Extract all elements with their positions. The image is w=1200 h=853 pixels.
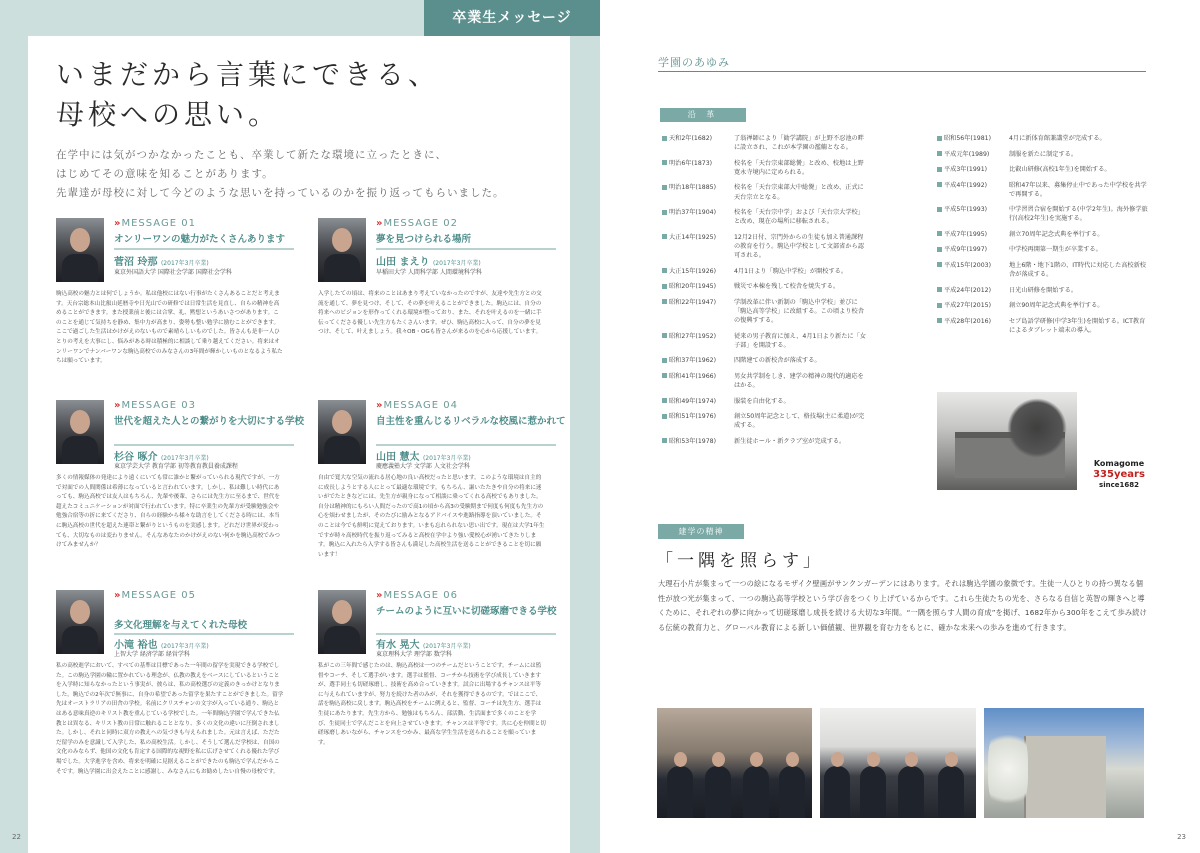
history-event: 服装を自由化する。 [734, 397, 790, 405]
history-year: 大正15年(1926) [662, 267, 716, 276]
history-row [662, 397, 924, 406]
history-year: 平成9年(1997) [937, 245, 987, 254]
komagome-since: since1682 [1099, 481, 1139, 489]
students-figures [657, 758, 812, 818]
graduate-name: 菅沼 玲那 (2017年3月卒業) [114, 257, 209, 268]
history-row [662, 233, 924, 261]
graduate-school: 慶應義塾大学 文学部 人文社会学科 [376, 463, 470, 470]
message-title: 世代を超えた人との繋がりを大切にする学校 [114, 416, 305, 427]
history-year: 昭和22年(1947) [662, 298, 716, 307]
intro-line: 先輩達が母校に対して今どのような思いを持っているのかを振り返ってもらいました。 [56, 187, 505, 199]
history-event: 校名を「天台宗中学」および「天台宗大学校」と改め、現在の場所に移転される。 [734, 209, 864, 226]
graduate-photo [56, 400, 104, 464]
student-figure [898, 766, 924, 818]
chevron-right-icon: » [376, 218, 384, 229]
history-event: 校名を「天台宗東部大中総黌」と改め、正式に天台宗立となる。 [734, 184, 864, 201]
history-year: 明治18年(1885) [662, 183, 716, 192]
history-list-left [662, 134, 924, 452]
message-label: »MESSAGE 06 [376, 590, 458, 601]
history-tag: 沿 革 [660, 108, 746, 122]
history-row [937, 230, 1157, 239]
title-rule [114, 248, 294, 250]
history-year: 昭和51年(1976) [662, 412, 716, 421]
history-event: 男女共学制をしき、建学の精神の現代的適応をはかる。 [734, 372, 864, 390]
graduate-school: 東京学芸大学 教育学部 初等教育教員養成課程 [114, 463, 238, 470]
graduate-photo [56, 218, 104, 282]
page-number: 22 [12, 833, 21, 841]
headline-line-2: 母校への思い。 [56, 98, 281, 131]
spirit-tag: 建学の精神 [658, 524, 744, 539]
message-body: 多くの情報媒体の発達により遠くにいても常に誰かと繋がっていられる現代ですが、一方で対面での人間関係は希薄になっていると言われています。しかし、私は難しい時代にあっても、駒込高校では友人はもちろん、先輩や後輩、さらには先生方に至るまで、世代を超えたコミュニケーションが対面で行われています。特に卒業生の先輩方が受験勉強会や勉強合宿等の折に来てくださり、自らの経験から様々な助言をしてくださる時には、本当に駒込高校の世代を超えた連帯と繋がりというものを実感します。どれだけ世界が変わっても、大切なものは変わりません。そんなあなたのかけがえのない何かを駒込高校でみつけてみませんか？ [56, 475, 280, 549]
student-figure [705, 766, 731, 818]
header-rule [658, 71, 1146, 72]
graduate-school: 上智大学 経済学部 経営学科 [114, 651, 190, 658]
history-row [937, 317, 1157, 335]
history-row [937, 134, 1157, 143]
history-event: セブ島語学研修(中学3年生)を開始する。ICT教育によるタブレット端末の導入。 [1009, 317, 1146, 334]
history-row [937, 150, 1157, 159]
history-event: 日光山研修を開始する。 [1009, 286, 1078, 294]
history-event: 制服を新たに制定する。 [1009, 150, 1078, 158]
graduate-photo [318, 218, 366, 282]
history-year: 平成3年(1991) [937, 165, 987, 174]
history-event: 地上6階・地下1階の、IT時代に対応した高校新校舎が落成する。 [1009, 261, 1146, 279]
graduate-name: 有水 晃大 (2017年3月卒業) [376, 640, 471, 651]
history-row [937, 205, 1157, 223]
history-year: 平成27年(2015) [937, 301, 991, 310]
history-event: 創立90周年記念式典を挙行する。 [1009, 302, 1104, 310]
message-body: 私の高校進学において、すべての基準は目標であった一年間の留学を実現できる学校でした。この駒込学園の輪に置かれている理念が、仏教の教えをベースにしているということを入学時に知らなかったという事実が、彼らは、私の高校選びの定義のきっかけとなりました。駒込での2年次で無事に、自身の希望であった留学を果たすことができました。留学先はオーストラリアの田舎の学校。名前にクリスチャンの文字が入っている通り、駒込とはある意味真逆のキリスト教を重んじている学校でした。一年間駒込学園で学んできた仏教とは異なる、キリスト教の日常に触れることとなり、多くの文化の違いに圧倒されました。しかし、それと同時に双方の教えへの気づきも与えられました。元は言えば、ただただ留学のみを意識して入学した、私の高校生活。しかし、そうして選んだ学校は、自国の文化のみならず、他国の文化も肯定する国際的な視野を私に広げさせてくれる優れた学び場でした。大学進学を含め、将来を明確に見据えることができたのも駒込で学んだからこそです。駒込学園に出会えたことに感謝し、みなさんにもお勧めしたい自慢の母校です。 [56, 663, 284, 775]
history-row [662, 134, 924, 152]
message-label: »MESSAGE 05 [114, 590, 196, 601]
history-row [662, 372, 924, 390]
history-year: 平成元年(1989) [937, 150, 989, 159]
main-headline [56, 55, 536, 135]
student-figure [743, 766, 769, 818]
history-row [937, 286, 1157, 295]
message-title: 多文化理解を与えてくれた母校 [114, 620, 248, 631]
history-row [662, 298, 924, 326]
chevron-right-icon: » [376, 400, 384, 411]
title-rule [376, 444, 556, 446]
history-year: 平成5年(1993) [937, 205, 987, 214]
message-label: »MESSAGE 02 [376, 218, 458, 229]
message-body: 入学したての頃は、将来のことはあまり考えていなかったのですが、友達や先生方との交流を通して、夢を見つけ、そして、その夢を叶えることができました。駒込には、自分の将来へのビジョンを形作ってくれる環境が整っており、また、それを叶えるのを一緒に手伝ってくださる優しい先生方もたくさんいます。ぜひ、駒込高校に入って、自分の夢を見つけ、そして、叶えましょう。我々OB・OGも皆さんが来るのを心から応援しています。 [318, 291, 542, 336]
intro-line: はじめてその意味を知ることがあります。 [56, 168, 274, 180]
headline-line-1: いまだから言葉にできる、 [56, 58, 441, 91]
graduate-photo [318, 400, 366, 464]
history-row [662, 282, 924, 291]
page-number: 23 [1177, 833, 1186, 841]
history-row [937, 301, 1157, 310]
history-year: 平成4年(1992) [937, 181, 987, 190]
history-year: 明治37年(1904) [662, 208, 716, 217]
students-mosaic-photo [657, 708, 812, 818]
historic-school-photo [937, 392, 1077, 490]
history-year: 昭和20年(1945) [662, 282, 716, 291]
history-event: 中学校再開第一期生が卒業する。 [1009, 246, 1102, 254]
student-figure [779, 766, 805, 818]
section-header: 学園のあゆみ [658, 56, 730, 69]
intro-line: 在学中には気がつかなかったことも、卒業して新たな環境に立ったときに、 [56, 149, 447, 161]
history-event: 戦災で本棟を残して校舎を焼失する。 [734, 283, 840, 291]
history-year: 昭和53年(1978) [662, 437, 716, 446]
message-title: チームのように互いに切磋琢磨できる学校 [376, 606, 557, 617]
title-rule [114, 633, 294, 635]
school-building-photo [984, 708, 1144, 818]
history-event: 四階建ての新校舎が落成する。 [734, 357, 821, 365]
history-row [662, 356, 924, 365]
history-event: 創立50周年記念として、格技場(主に柔道)が完成する。 [734, 413, 865, 430]
message-body: 私がこの三年間で感じたのは、駒込高校は一つのチームだということです。チームには監督やコーチ、そして選手がいます。選手は監督、コーチから技術を学び成長していきますが、選手同士も切磋琢磨し、技術を高め合っていきます。試合に出場するチャンスは平等に与えられていますが、努力を続けた者のみが、それを獲得できるのです。ではここで、話を駒込高校に戻します。駒込高校をチームに例えると、監督、コーチは先生方、選手は生徒にあたります。先生方から、勉強はもちろん、部活動、生活面まで多くのことを学び、生徒同士で学んだことを向上させていきます。チャンスは平等です。共に心を仲間と切磋琢磨しあいながら、チャンスをつかみ、最高な学生生活を送られることを願っています。 [318, 663, 546, 746]
history-year: 平成28年(2016) [937, 317, 991, 326]
graduate-name: 山田 慧太 (2017年3月卒業) [376, 452, 471, 463]
right-page [600, 0, 1200, 853]
history-event: 創立70周年記念式典を挙行する。 [1009, 230, 1104, 238]
graduate-name: 山田 まえり (2017年3月卒業) [376, 257, 481, 268]
history-year: 平成7年(1995) [937, 230, 987, 239]
history-list-right [937, 134, 1157, 341]
history-event: 了翁禅師により「勧学講院」が上野不忍池の畔に設立され、これが本学園の濫觴となる。 [734, 135, 864, 152]
history-event: 新生徒ホール・新クラブ室が完成する。 [734, 437, 846, 445]
history-row [937, 245, 1157, 254]
chevron-right-icon: » [376, 590, 384, 601]
graduate-photo [56, 590, 104, 654]
history-year: 平成15年(2003) [937, 261, 991, 270]
graduate-name: 杉谷 啄介 (2017年3月卒業) [114, 452, 209, 463]
history-year: 昭和41年(1966) [662, 372, 716, 381]
history-row [937, 181, 1157, 199]
history-row [662, 208, 924, 226]
history-event: 4月に新体育館兼講堂が完成する。 [1009, 135, 1106, 142]
history-event: 昭和47年以来、募集停止中であった中学校を共学で再開する。 [1009, 181, 1147, 198]
intro-text [56, 146, 556, 203]
message-label: »MESSAGE 04 [376, 400, 458, 411]
history-year: 昭和37年(1962) [662, 356, 716, 365]
history-year: 昭和56年(1981) [937, 134, 991, 143]
history-row [662, 437, 924, 446]
message-title: 自主性を重んじるリベラルな校風に惹かれて [376, 416, 566, 427]
history-event: 中学習習合宿を開始する(中学2年生)。海外修学旅行(高校2年生)を実施する。 [1009, 206, 1148, 223]
history-event: 4月1日より「駒込中学校」が開校する。 [734, 267, 848, 275]
graduate-school: 早稲田大学 人間科学部 人間環境科学科 [376, 269, 482, 276]
graduate-school: 東京理科大学 理学部 数学科 [376, 651, 452, 658]
history-row [662, 183, 924, 201]
history-event: 従来の男子教育に加え、4月1日より新たに「女子部」を開設する。 [734, 332, 866, 349]
graduate-school: 東京外国語大学 国際社会学部 国際社会学科 [114, 269, 232, 276]
chevron-right-icon: » [114, 590, 122, 601]
graduate-name: 小滝 裕也 (2017年3月卒業) [114, 640, 209, 651]
students-figures [820, 758, 976, 818]
title-rule [114, 444, 294, 446]
history-row [662, 267, 924, 276]
history-year: 大正14年(1925) [662, 233, 716, 242]
history-event: 比叡山研修(高校1年生)を開始する。 [1009, 166, 1111, 173]
history-row [937, 261, 1157, 279]
history-year: 昭和49年(1974) [662, 397, 716, 406]
chevron-right-icon: » [114, 400, 122, 411]
history-row [662, 412, 924, 430]
student-figure [938, 766, 964, 818]
message-label: »MESSAGE 01 [114, 218, 196, 229]
history-year: 天和2年(1682) [662, 134, 712, 143]
komagome-years: 335years [1093, 469, 1145, 480]
message-body: 駒込高校の魅力とは何でしょうか。私は他校にはない行事がたくさんあることだと考えます。天台宗総本山比叡山延暦寺や日光山での研修では日常生活を見直し、自らの精神を高めることができます。また授業前と後には合掌、礼、黙想というあいさつがあります。このことを通じて気持ちを静め、集中力が高まり、姿勢も整い勉学に励むことができます。ここで過ごした生活はかけがえのないもので素晴らしいものでした。皆さんも是非一人ひとりの考えを大事にし、悩みがある時は積極的に相談して乗り越えてください。将来はオンリーワンでナンバーワンな駒込高校でのみなさんの3年間が輝かしいものとなるよう私たちは願っています。 [56, 291, 283, 365]
title-rule [376, 248, 556, 250]
message-title: 夢を見つけられる場所 [376, 234, 472, 245]
message-body: 自由で寛大な空気の流れる居心地の良い高校だったと思います。このような環境は自主的に成長しようとする人にとって最適な環境です。もちろん、謳いたたきや自分の将来に迷いがでたときなどには、先生方が親身になって相談に乗ってくれる高校でもありました。自分は精神的にもろい人間だったので高1の頃から高3の受験期まで何度も何度も先生方の心を煩わせましたが、そのたびに励みとなるアドバイスや進路指導を頂いていました。そのことは今でも鮮明に覚えております。いまも忘れられない思い出です。現在は大学1年生ですが時々高校時代を振り返ってみると高校在学中より強い愛校心が湧いてきたりします。駒込に入れたら入学する皆さんも満足した高校生活を送ることができることを切に願います！ [318, 475, 545, 558]
graduate-photo [318, 590, 366, 654]
message-title: オンリーワンの魅力がたくさんあります [114, 234, 286, 245]
history-year: 平成24年(2012) [937, 286, 991, 295]
student-figure [667, 766, 693, 818]
spirit-body: 大理石小片が集まって一つの絵になるモザイク壁画がサンクンガーデンにはあります。それは駒込学園の象徴です。生徒一人ひとりの持つ異なる個性が放つ光が集まって、一つの駒込高等学校という学び舎をつくり上げているからです。これら生徒たちの光を、さらなる自信と英智の輝きへと導くために、それぞれの夢に向かって切磋琢磨し成長を続ける大切な3年間。“一隅を照らす人間の育成”を掲げ、1682年から300年をこえて歩み続ける伝統の教育力と、グローバル教育による新しい価値観、世界観を育む力をもとに、確かな未来への歩みを進めて行きます。 [658, 579, 1147, 632]
history-row [937, 165, 1157, 174]
komagome-name: Komagome [1093, 459, 1145, 468]
title-rule [376, 633, 556, 635]
history-row [662, 332, 924, 350]
history-year: 昭和27年(1952) [662, 332, 716, 341]
chevron-right-icon: » [114, 218, 122, 229]
section-tab: 卒業生メッセージ [424, 0, 600, 36]
history-event: 12月2日付、宗門外からの生徒も加え普通課程の教育を行う。駒込中学校として文部省から認可される。 [734, 233, 864, 260]
student-figure [860, 766, 886, 818]
message-label: »MESSAGE 03 [114, 400, 196, 411]
history-event: 校名を「天台宗東部総黌」と改め、校地は上野寛永寺境内に定められる。 [734, 159, 864, 176]
students-classroom-photo [820, 708, 976, 818]
komagome-badge [1088, 458, 1150, 491]
spirit-title: 「一隅を照らす」 [656, 551, 824, 571]
history-year: 明治6年(1873) [662, 159, 712, 168]
student-figure [824, 766, 850, 818]
history-event: 学制改革に伴い新制の「駒込中学校」並びに「駒込高等学校」に改組する。この頃より校舎の復興すする。 [734, 298, 864, 325]
history-row [662, 159, 924, 177]
